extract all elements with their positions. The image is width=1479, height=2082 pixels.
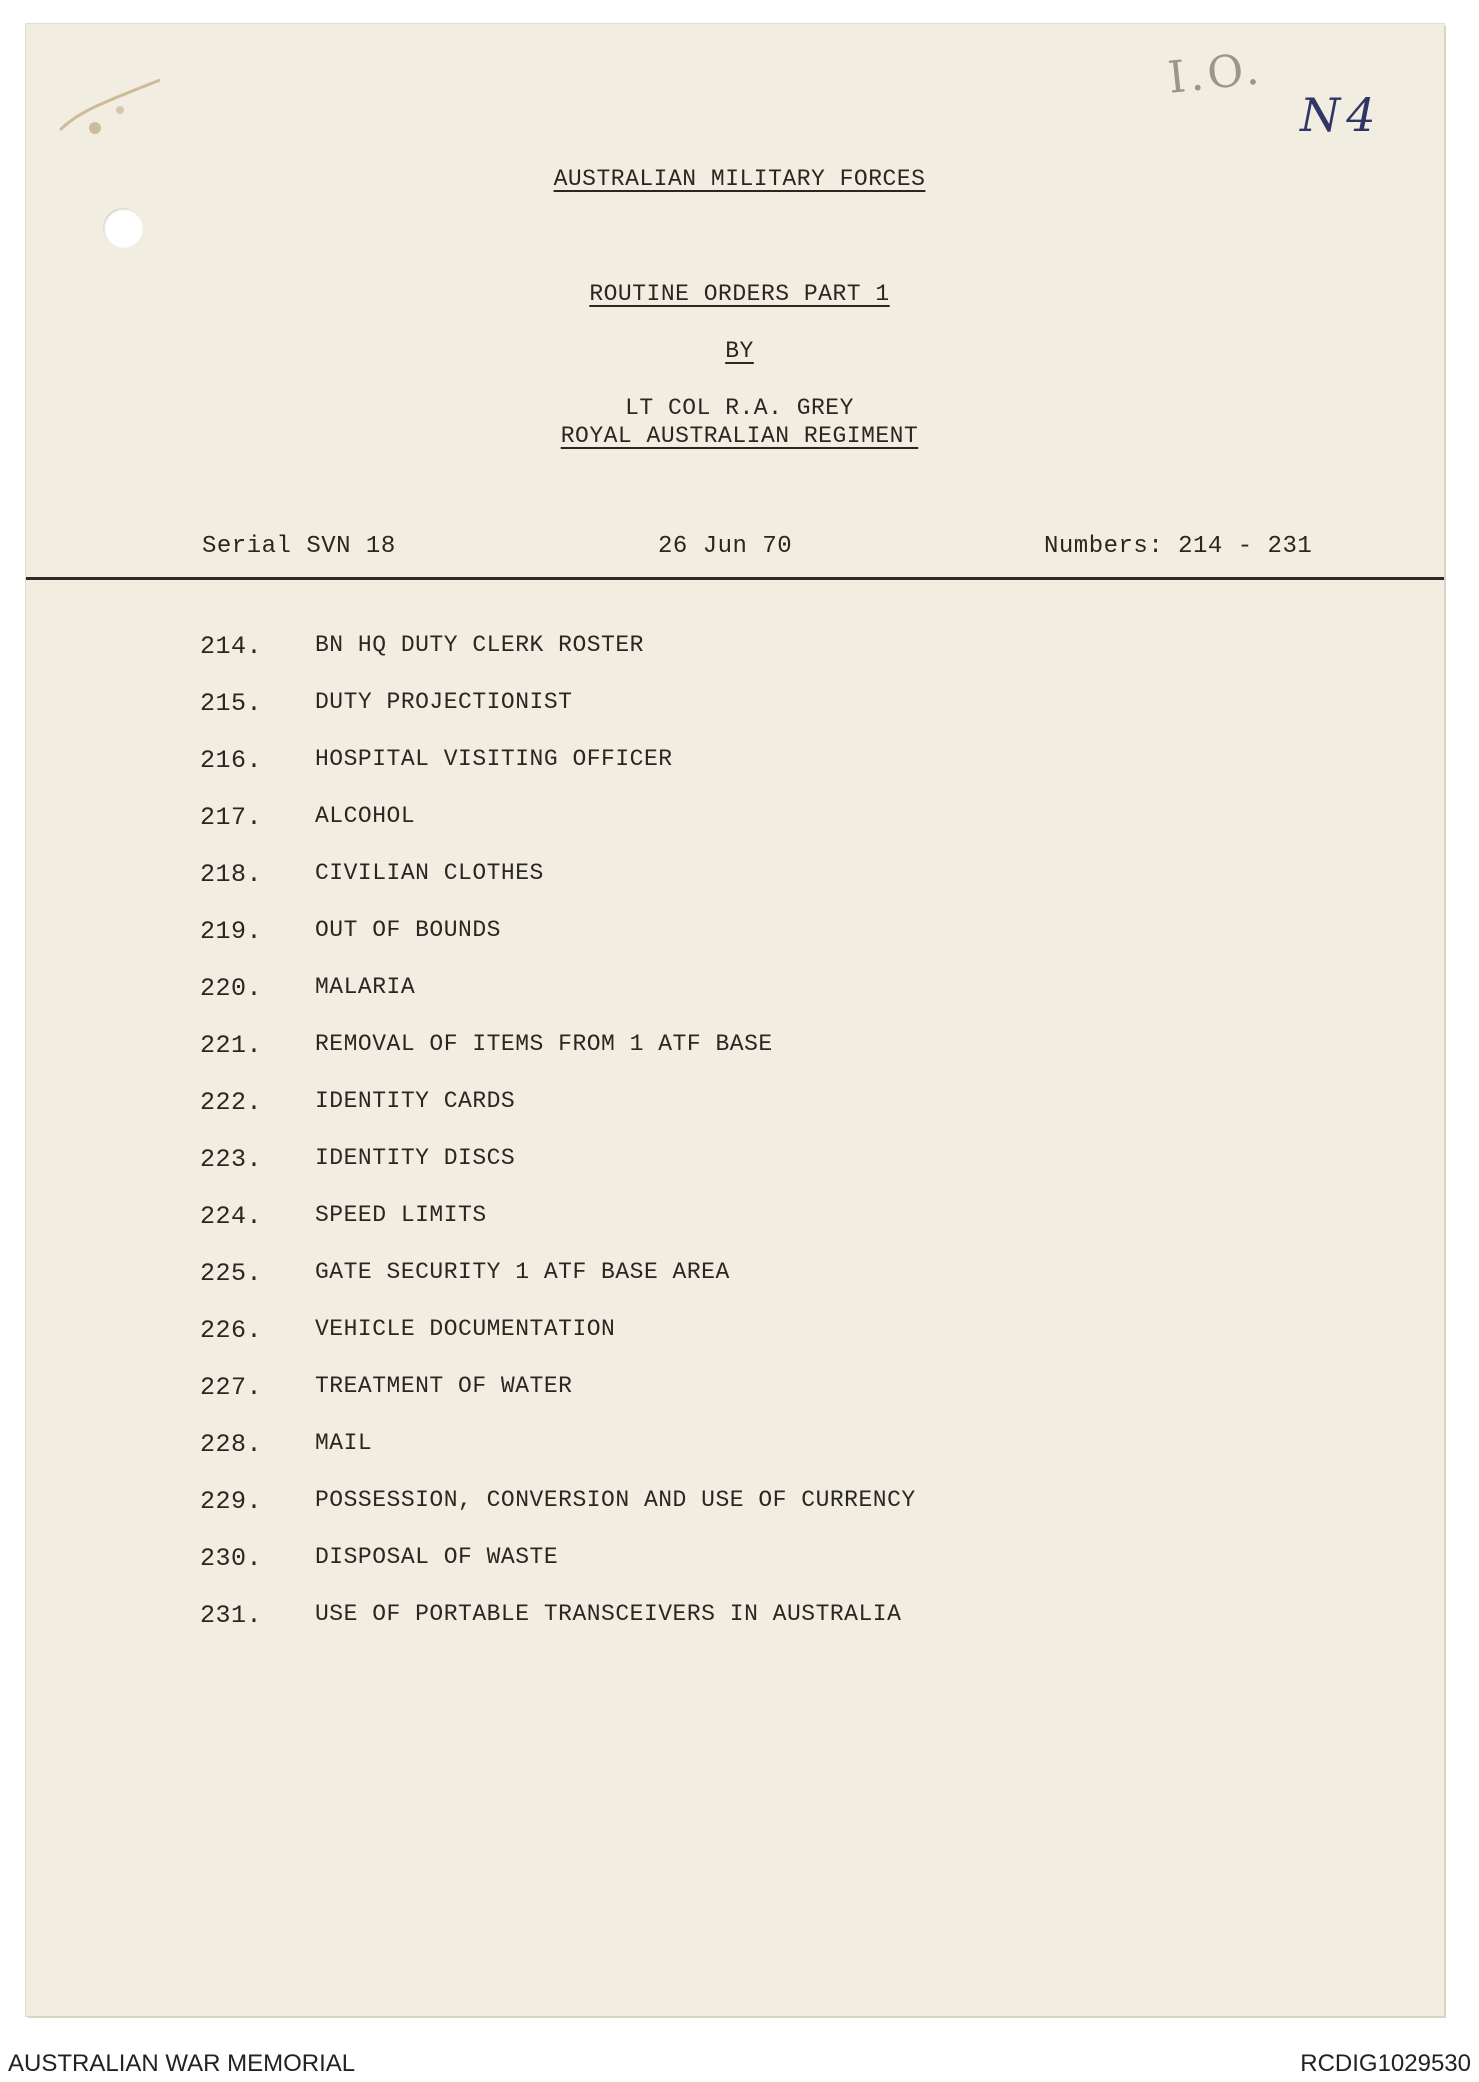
heading-routine-orders: ROUTINE ORDERS PART 1 [589,281,890,307]
order-number: 218. [200,860,263,889]
order-title: CIVILIAN CLOTHES [315,860,544,886]
order-number: 226. [200,1316,263,1345]
list-item [0,689,1479,729]
order-title: DISPOSAL OF WASTE [315,1544,559,1570]
order-number: 225. [200,1259,263,1288]
order-title: MAIL [315,1430,373,1456]
order-number: 220. [200,974,263,1003]
list-item [0,1601,1479,1641]
serial-number: Serial SVN 18 [202,533,396,560]
punch-hole [103,208,143,248]
order-title: GATE SECURITY 1 ATF BASE AREA [315,1259,730,1285]
order-title: VEHICLE DOCUMENTATION [315,1316,616,1342]
order-title: REMOVAL OF ITEMS FROM 1 ATF BASE [315,1031,773,1057]
list-item [0,860,1479,900]
order-number: 224. [200,1202,263,1231]
order-number: 217. [200,803,263,832]
list-item [0,1031,1479,1071]
list-item [0,746,1479,786]
order-title: BN HQ DUTY CLERK ROSTER [315,632,644,658]
heading-regiment: ROYAL AUSTRALIAN REGIMENT [560,423,919,449]
order-title: OUT OF BOUNDS [315,917,501,943]
order-title: SPEED LIMITS [315,1202,487,1228]
list-item [0,1373,1479,1413]
list-item [0,974,1479,1014]
order-number: 230. [200,1544,263,1573]
footer-id: RCDIG1029530 [1300,2050,1471,2077]
footer-source: AUSTRALIAN WAR MEMORIAL [8,2050,356,2077]
order-title: IDENTITY CARDS [315,1088,516,1114]
order-number-range: Numbers: 214 - 231 [1044,533,1313,560]
order-number: 223. [200,1145,263,1174]
ink-annotation: N4 [1300,88,1382,142]
order-number: 229. [200,1487,263,1516]
order-title: DUTY PROJECTIONIST [315,689,573,715]
order-title: ALCOHOL [315,803,416,829]
list-item [0,803,1479,843]
order-date: 26 Jun 70 [658,533,793,560]
order-title: TREATMENT OF WATER [315,1373,573,1399]
list-item [0,917,1479,957]
document-page [26,24,1444,2016]
list-item [0,1316,1479,1356]
list-item [0,1202,1479,1242]
order-number: 214. [200,632,263,661]
heading-by: BY [725,338,754,364]
order-number: 219. [200,917,263,946]
list-item [0,1430,1479,1470]
heading-commander: LT COL R.A. GREY [625,395,854,421]
order-title: MALARIA [315,974,416,1000]
list-item [0,632,1479,672]
order-number: 227. [200,1373,263,1402]
list-item [0,1544,1479,1584]
order-title: USE OF PORTABLE TRANSCEIVERS IN AUSTRALIA [315,1601,902,1627]
order-title: IDENTITY DISCS [315,1145,516,1171]
list-item [0,1145,1479,1185]
order-number: 215. [200,689,263,718]
list-item [0,1088,1479,1128]
order-number: 221. [200,1031,263,1060]
list-item [0,1487,1479,1527]
stain-mark [40,70,180,160]
order-number: 216. [200,746,263,775]
heading-forces: AUSTRALIAN MILITARY FORCES [553,166,926,192]
order-title: HOSPITAL VISITING OFFICER [315,746,673,772]
order-number: 228. [200,1430,263,1459]
pencil-annotation: I.O. [1165,43,1266,104]
horizontal-rule [26,577,1444,580]
order-number: 222. [200,1088,263,1117]
list-item [0,1259,1479,1299]
order-number: 231. [200,1601,263,1630]
order-title: POSSESSION, CONVERSION AND USE OF CURRENCY [315,1487,916,1513]
